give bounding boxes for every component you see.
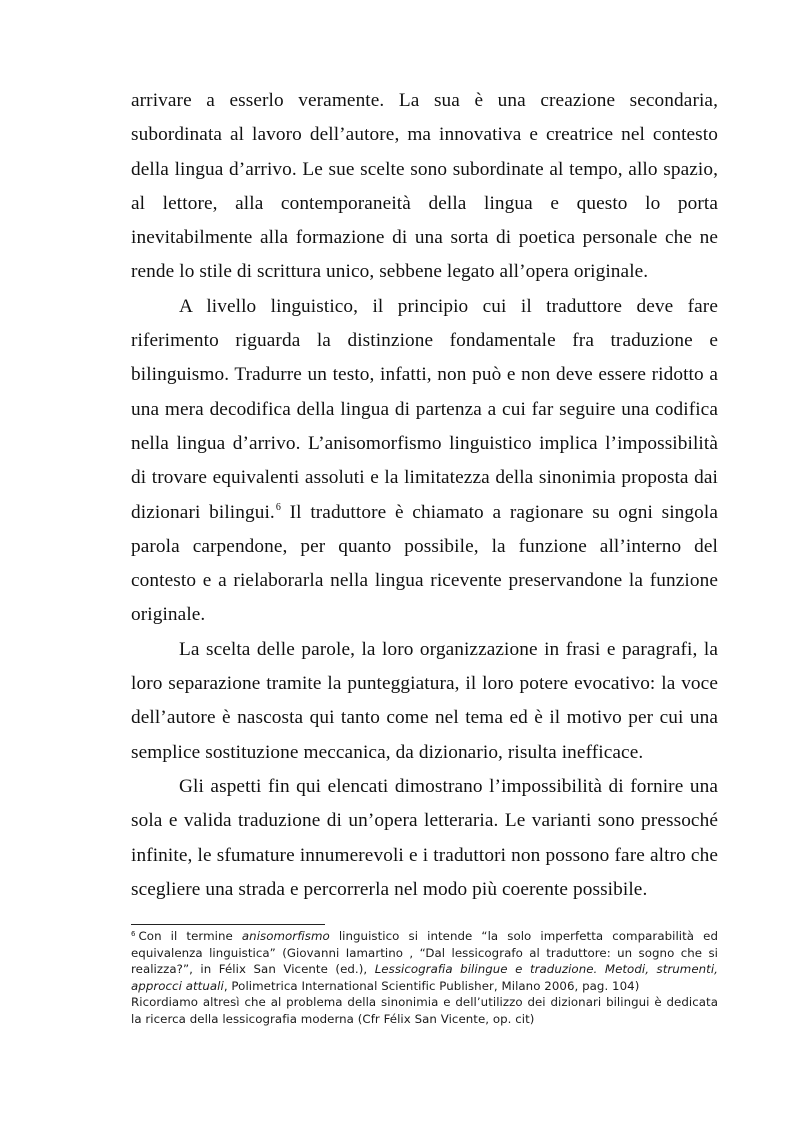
footnote-text-1: Con il termine <box>138 929 242 943</box>
footnote-term: anisomorfismo <box>241 929 330 943</box>
footnote-reference[interactable]: 6 <box>275 501 281 513</box>
footnote-6 <box>131 928 718 994</box>
paragraph-1: arrivare a esserlo veramente. La sua è una creazione secondaria, subordinata al lavoro dell’autore, ma innovativa e creatrice nel contesto della lingua d’arrivo. Le sue scelte sono subordinate al tempo, allo spazio, al lettore, alla contemporaneità della lingua e questo lo porta inevitabilmente alla formazione di una sorta di poetica personale che ne rende lo stile di scrittura unico, sebbene legato all’opera originale. <box>131 90 718 283</box>
footnote-text-2: linguistico si intende “la solo imperfetta comparabilità ed equivalenza linguistica” (Giovanni Iamartino , “Dal lessicografo al traduttore: un sogno che si realizza?”, in Félix San Vicente (ed.), <box>131 929 719 976</box>
footnote-continuation: Ricordiamo altresì che al problema della sinonimia e dell’utilizzo dei dizionari bilingui è dedicata la ricerca della lessicografia moderna (Cfr Félix San Vicente, op. cit) <box>131 995 718 1026</box>
footnotes <box>131 928 718 1027</box>
paragraph-4: Gli aspetti fin qui elencati dimostrano l’impossibilità di fornire una sola e valida traduzione di un’opera letteraria. Le varianti sono pressoché infinite, le sfumature innumerevoli e i traduttori non possono fare altro che scegliere una strada e percorrerla nel modo più coerente possibile. <box>131 775 718 900</box>
paragraph-2 <box>131 290 718 633</box>
footnote-text-3: , Polimetrica International Scientific Publisher, Milano 2006, pag. 104) <box>223 978 640 993</box>
paragraph-2-text-b: Il traduttore è chiamato a ragionare su ogni singola parola carpendone, per quanto possibile, la funzione all’interno del contesto e a rielaborarla nella lingua ricevente preservandone la funzione originale. <box>131 501 719 626</box>
footnote-number: 6 <box>131 930 136 938</box>
paragraph-2-text-a: A livello linguistico, il principio cui il traduttore deve fare riferimento riguarda la distinzione fondamentale fra traduzione e bilinguismo. Tradurre un testo, infatti, non può e non deve essere ridotto a una mera decodifica della lingua di partenza a cui far seguire una codifica nella lingua d’arrivo. L’anisomorfismo linguistico implica l’impossibilità di trovare equivalenti assoluti e la limitatezza della sinonimia proposta dai dizionari bilingui. <box>131 295 718 523</box>
paragraph-3: La scelta delle parole, la loro organizzazione in frasi e paragrafi, la loro separazione tramite la punteggiatura, il loro potere evocativo: la voce dell’autore è nascosta qui tanto come nel tema ed è il motivo per cui una semplice sostituzione meccanica, da dizionario, risulta inefficace. <box>131 638 718 763</box>
footnote-book-title: Lessicografia bilingue e traduzione. Metodi, strumenti, approcci attuali <box>131 962 718 993</box>
footnote-divider <box>131 924 325 925</box>
main-text <box>131 84 718 907</box>
